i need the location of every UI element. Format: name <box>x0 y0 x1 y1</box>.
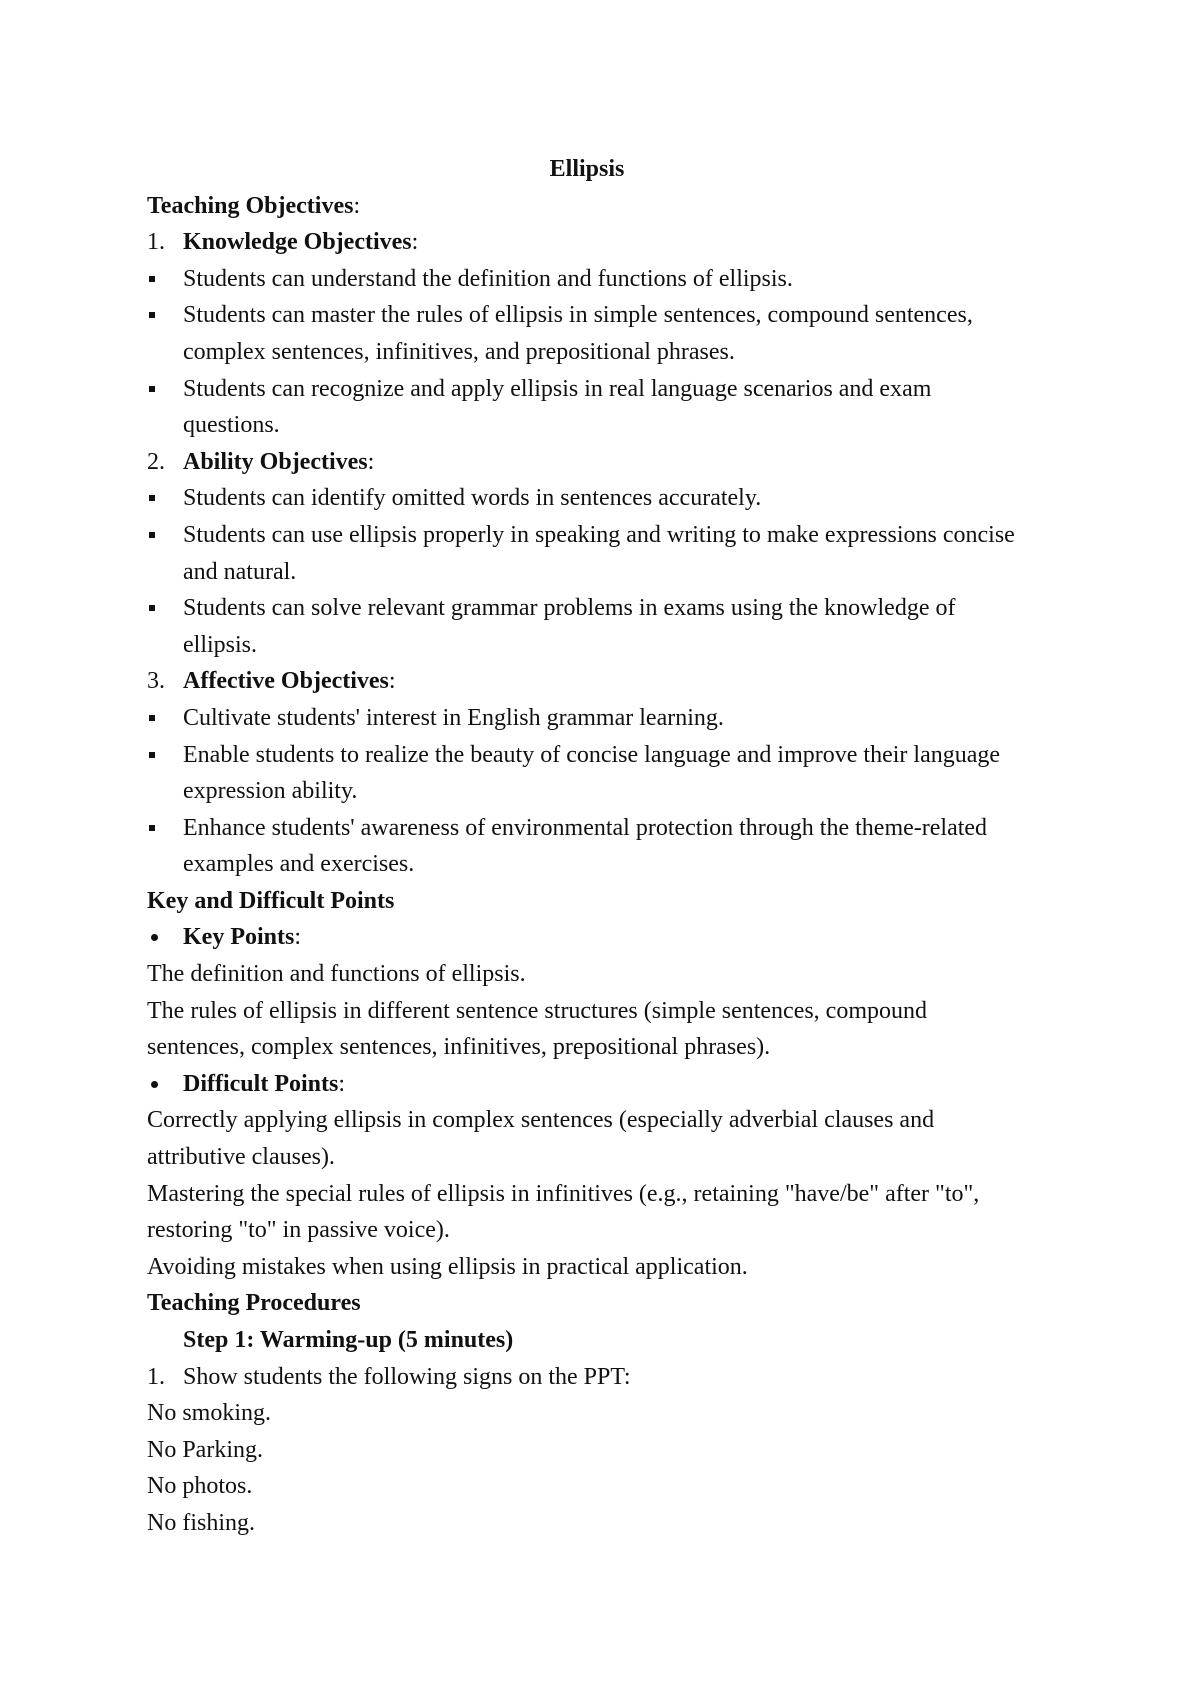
square-bullet-icon <box>147 297 183 370</box>
list-item: Enhance students' awareness of environmental protection through the theme-related examples and exercises. <box>147 810 1047 883</box>
list-item: Students can understand the definition and functions of ellipsis. <box>147 261 1047 298</box>
key-point-paragraph: The rules of ellipsis in different sentence structures (simple sentences, compound sentences, complex sentences, infinitives, prepositional phrases). <box>147 997 927 1061</box>
list-item: Students can solve relevant grammar problems in exams using the knowledge of ellipsis. <box>147 590 1047 663</box>
square-bullet-icon <box>147 590 183 663</box>
square-bullet-icon <box>147 371 183 444</box>
square-bullet-icon <box>147 517 183 590</box>
round-bullet-icon <box>147 919 183 956</box>
list-item: Students can use ellipsis properly in speaking and writing to make expressions concise and natural. <box>147 517 1047 590</box>
list-item: Enable students to realize the beauty of concise language and improve their language expression ability. <box>147 737 1047 810</box>
list-item: Cultivate students' interest in English grammar learning. <box>147 700 1047 737</box>
sign-item: No photos. <box>147 1473 253 1500</box>
difficult-points-heading: Difficult Points: <box>147 1066 1047 1103</box>
square-bullet-icon <box>147 700 183 737</box>
square-bullet-icon <box>147 737 183 810</box>
difficult-point-paragraph: Correctly applying ellipsis in complex sentences (especially adverbial clauses and attributive clauses). <box>147 1107 935 1171</box>
key-point-paragraph: The definition and functions of ellipsis. <box>147 961 526 988</box>
difficult-point-paragraph: Avoiding mistakes when using ellipsis in practical application. <box>147 1253 748 1280</box>
difficult-point-paragraph: Mastering the special rules of ellipsis in infinitives (e.g., retaining "have/be" after "to", restoring "to" in passive voice). <box>147 1180 980 1244</box>
document-title: Ellipsis <box>549 156 625 182</box>
knowledge-objectives-heading: 1. Knowledge Objectives: <box>147 229 419 256</box>
sign-item: No smoking. <box>147 1400 272 1427</box>
square-bullet-icon <box>147 810 183 883</box>
list-item: Students can identify omitted words in sentences accurately. <box>147 480 1047 517</box>
list-item: Students can master the rules of ellipsis in simple sentences, compound sentences, complex sentences, infinitives, and prepositional phrases. <box>147 297 1047 370</box>
teaching-procedures-heading: Teaching Procedures <box>147 1290 361 1317</box>
teaching-objectives-heading: Teaching Objectives: <box>147 192 361 219</box>
key-points-heading: Key Points: <box>147 919 1047 956</box>
sign-item: No fishing. <box>147 1509 255 1536</box>
sign-item: No Parking. <box>147 1436 263 1463</box>
round-bullet-icon <box>147 1066 183 1103</box>
list-item: Students can recognize and apply ellipsis in real language scenarios and exam questions. <box>147 371 1047 444</box>
step1-heading: Step 1: Warming-up (5 minutes) <box>183 1327 514 1353</box>
square-bullet-icon <box>147 480 183 517</box>
key-difficult-heading: Key and Difficult Points <box>147 887 395 914</box>
document-content <box>147 151 1047 1542</box>
square-bullet-icon <box>147 261 183 298</box>
step1-item: 1. Show students the following signs on the PPT: <box>147 1363 631 1390</box>
ability-objectives-heading: 2. Ability Objectives: <box>147 448 375 475</box>
affective-objectives-heading: 3. Affective Objectives: <box>147 668 396 695</box>
